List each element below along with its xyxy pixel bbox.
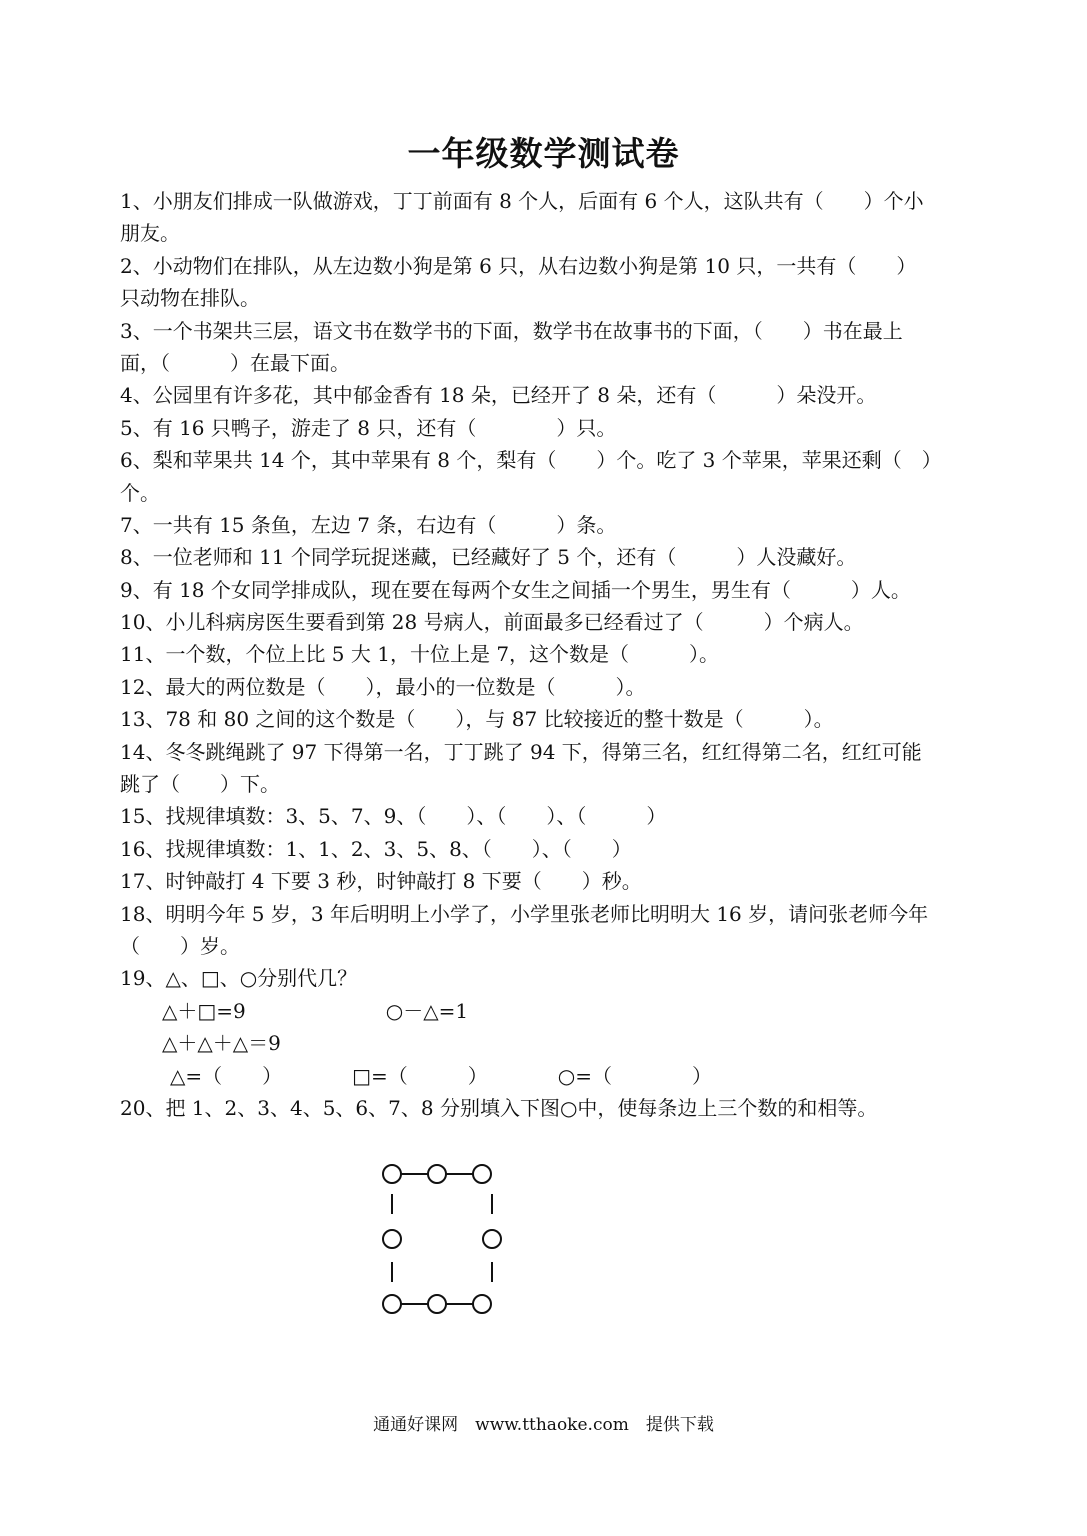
answer-line: △=（ ） □=（ ） ○=（ ） [170, 1063, 713, 1088]
question-line: 3、一个书架共三层，语文书在数学书的下面，数学书在故事书的下面，（ ）书在最上 [120, 318, 903, 343]
footer-credit: 通通好课网 www.tthaoke.com 提供下载 [373, 1415, 714, 1435]
question-line: 7、一共有 15 条鱼，左边 7 条，右边有（ ）条。 [120, 512, 617, 537]
page-title: 一年级数学测试卷 [407, 134, 680, 173]
question-line: （ ）岁。 [120, 933, 240, 958]
question-line: 个。 [120, 480, 160, 505]
question-line: 4、公园里有许多花，其中郁金香有 18 朵，已经开了 8 朵，还有（ ）朵没开。 [120, 383, 877, 408]
question-line: 5、有 16 只鸭子，游走了 8 只，还有（ ）只。 [120, 415, 617, 440]
question-line: 12、最大的两位数是（ ），最小的一位数是（ ）。 [120, 674, 646, 699]
question-line: 8、一位老师和 11 个同学玩捉迷藏，已经藏好了 5 个，还有（ ）人没藏好。 [120, 545, 857, 570]
equation-line: △＋△＋△＝9 [162, 1031, 281, 1056]
question-line: 面，（ ）在最下面。 [120, 350, 350, 375]
equation-line: △＋□=9 ○－△=1 [162, 998, 469, 1023]
circle-slot [383, 1230, 401, 1248]
question-line: 10、小儿科病房医生要看到第 28 号病人，前面最多已经看过了（ ）个病人。 [120, 610, 864, 635]
question-line: 朋友。 [120, 221, 180, 246]
circle-slot [483, 1230, 501, 1248]
circle-slot [428, 1165, 446, 1183]
circle-slot [383, 1295, 401, 1313]
question-line: 19、△、□、○分别代几？ [120, 966, 358, 991]
question-line: 18、明明今年 5 岁，3 年后明明上小学了，小学里张老师比明明大 16 岁，请问张老师今年 [120, 901, 929, 926]
question-line: 9、有 18 个女同学排成队，现在要在每两个女生之间插一个男生，男生有（ ）人。 [120, 577, 911, 602]
question-line: 只动物在排队。 [120, 286, 260, 311]
circle-slot [383, 1165, 401, 1183]
question-line: 20、把 1、2、3、4、5、6、7、8 分别填入下图○中，使每条边上三个数的和相等。 [120, 1095, 878, 1120]
circle-slot [473, 1295, 491, 1313]
question-line: 16、找规律填数：1、1、2、3、5、8、（ ）、（ ） [120, 836, 632, 861]
question-line: 13、78 和 80 之间的这个数是（ ），与 87 比较接近的整十数是（ ）。 [120, 707, 834, 732]
question-line: 1、小朋友们排成一队做游戏，丁丁前面有 8 个人，后面有 6 个人，这队共有（ ）个小 [120, 189, 924, 213]
circle-slot [428, 1295, 446, 1313]
question-line: 6、梨和苹果共 14 个，其中苹果有 8 个，梨有（ ）个。吃了 3 个苹果，苹果还剩（ ） [120, 448, 942, 473]
question-line: 2、小动物们在排队，从左边数小狗是第 6 只，从右边数小狗是第 10 只，一共有（ ） [120, 253, 917, 278]
question-line: 15、找规律填数：3、5、7、9、（ ）、（ ）、（ ） [120, 804, 667, 829]
question-list [120, 185, 970, 1124]
question-line: 14、冬冬跳绳跳了 97 下得第一名，丁丁跳了 94 下，得第三名，红红得第二名，红红可能 [120, 739, 922, 764]
circle-square-diagram [370, 1150, 530, 1330]
question-line: 17、时钟敲打 4 下要 3 秒，时钟敲打 8 下要（ ）秒。 [120, 869, 642, 894]
question-line: 跳了（ ）下。 [120, 772, 280, 797]
circle-slot [473, 1165, 491, 1183]
question-line: 11、一个数，个位上比 5 大 1，十位上是 7，这个数是（ ）。 [120, 642, 720, 667]
